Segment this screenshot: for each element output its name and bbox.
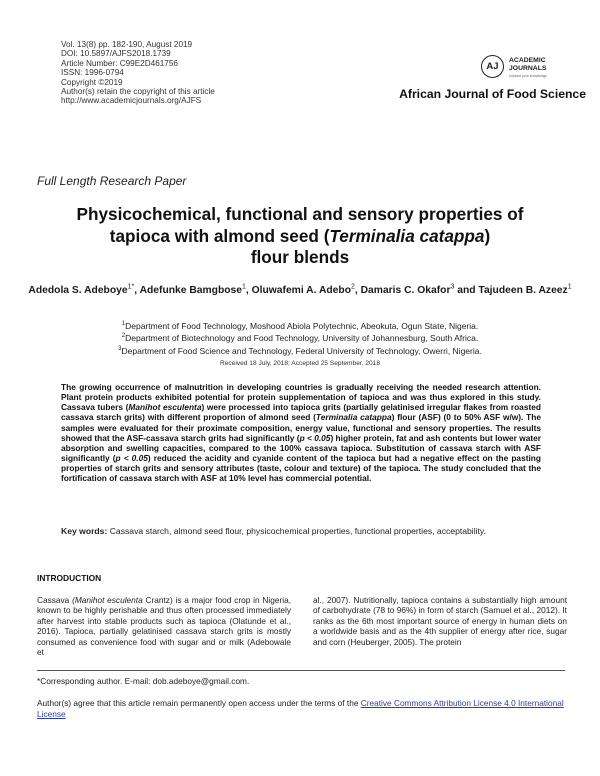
journal-name: African Journal of Food Science [399, 87, 586, 101]
intro-column-left: Cassava (Manihot esculenta Crantz) is a major food crop in Nigeria, known to be highly perishable and thus often processed immediately after harvest into stable products such as tapioca (Olatunde et al., 2016). Tapioca, partially gelatinised cassava starch grits is mostly consumed as convenience food with sugar and or milk (Adebowale et [37, 595, 291, 658]
logo-tagline: expand your knowledge [509, 74, 547, 78]
title-line-2: tapioca with almond seed (Terminalia catappa) [109, 225, 491, 246]
article-title [20, 204, 580, 269]
author: Damaris C. Okafor$^3$ and [360, 284, 479, 297]
license-link[interactable]: Creative Commons Attribution License 4.0 International License [37, 698, 564, 719]
title-line-1: Physicochemical, functional and sensory properties of [76, 204, 524, 224]
keywords-label: Key words: [61, 526, 108, 536]
abstract: The growing occurrence of malnutrition in developing countries is gradually receiving the needed research attention. Plant protein products exhibited potential for protein supplementation of tapioca and was thus explored in this study. Cassava tubers (Manihot esculenta) were processed into tapioca grits (partially gelatinised irregular flakes from roasted cassava starch grits) with different proportion of almond seed (Terminalia catappa) flour (ASF) (0 to 50% ASF w/w). The samples were evaluated for their proximate composition, energy value, functional and sensory properties. The results showed that the ASF-cassava starch grits had significantly (p < 0.05) higher protein, fat and ash contents but lower water absorption and swelling capacities, compared to the 100% cassava tapioca. Substitution of cassava starch with ASF significantly (p < 0.05) reduced the acidity and cyanide content of the tapioca but had a negative effect on the pasting properties of starch grits and sensory attributes (taste, colour and texture) of the tapioca. The study concluded that the fortification of cassava starch with ASF at 10% level has commercial potential. [61, 382, 541, 484]
meta-rights: Author(s) retain the copyright of this article [61, 87, 215, 97]
corresponding-author: *Corresponding author. E-mail: dob.adeboye@gmail.com. [37, 676, 250, 686]
author: Oluwafemi A. Adebo$^2$, [251, 284, 361, 297]
affiliation-1: $^1$Department of Food Technology, Moshood Abiola Polytechnic, Abeokuta, Ogun State, Nigeria. [121, 320, 479, 331]
footnote-divider [37, 670, 565, 671]
affiliation-3: $^3$Department of Food Science and Technology, Federal University of Technology, Owerri, Nigeria. [118, 345, 482, 356]
article-type: Full Length Research Paper [37, 174, 187, 188]
license-notice: Author(s) agree that this article remain permanently open access under the terms of the Creative Commons Attribution License 4.0 International License [37, 698, 564, 719]
meta-issn: ISSN: 1996-0794 [61, 68, 124, 78]
section-heading-introduction: INTRODUCTION [37, 573, 102, 583]
author: Adedola S. Adeboye$^{1*}$, [28, 284, 140, 297]
keywords [61, 526, 541, 537]
meta-copyright: Copyright ©2019 [61, 77, 123, 87]
affiliations [20, 319, 580, 356]
received-accepted-dates: Received 18 July, 2018; Accepted 25 September, 2018 [219, 360, 381, 367]
author: Adefunke Bamgbose$^1$, [139, 284, 252, 297]
keywords-text: Cassava starch, almond seed flour, physicochemical properties, functional properties, acceptability. [109, 526, 486, 536]
intro-column-right: al., 2007). Nutritionally, tapioca contains a substantially high amount of carbohydrate (78 to 96%) in form of starch (Samuel et al., 2012). It ranks as the 6th most important source of energy in human diets on a worldwide basis and as the 4th supplier of energy after rice, sugar and corn (Heuberger, 2005). The protein [313, 595, 567, 647]
meta-url[interactable]: http://www.academicjournals.org/AJFS [61, 96, 202, 106]
meta-volume: Vol. 13(8) pp. 182-190, August 2019 [61, 40, 193, 49]
logo-mark-icon: AJ [481, 55, 504, 78]
author-list [25, 281, 575, 298]
article-metadata [61, 40, 215, 106]
meta-doi: DOI: 10.5897/AJFS2018.1739 [61, 49, 171, 59]
affiliation-2: $^2$Department of Biotechnology and Food Technology, University of Johannesburg, South Africa. [121, 333, 479, 344]
meta-article-number: Article Number: C99E2D461756 [61, 58, 178, 68]
title-line-3: flour blends [250, 247, 350, 267]
author: Tajudeen B. Azeez$^1$ [478, 284, 572, 297]
logo-wordmark: ACADEMIC JOURNALS [509, 57, 547, 72]
